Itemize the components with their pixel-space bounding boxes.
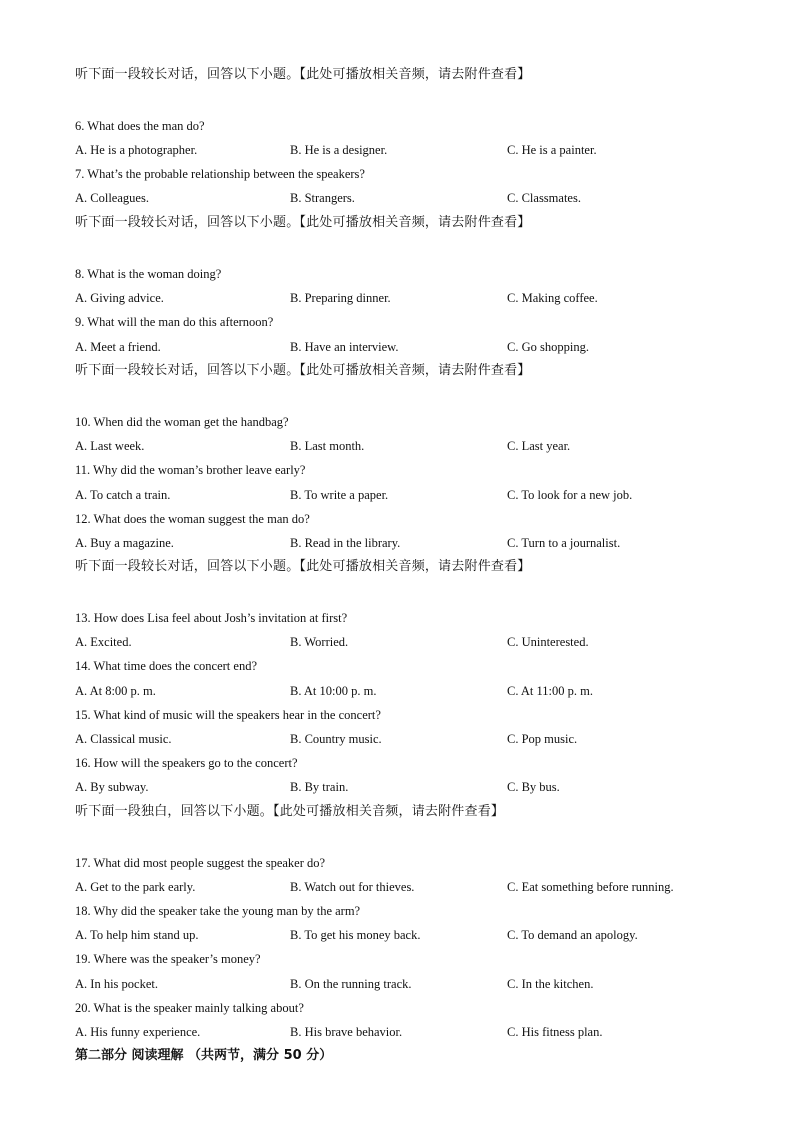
option-b: B. He is a designer.: [290, 143, 388, 157]
option-a: A. In his pocket.: [75, 977, 158, 991]
option-a: A. Get to the park early.: [75, 880, 196, 894]
option-a: A. Colleagues.: [75, 191, 149, 205]
options-18: [75, 927, 715, 943]
question-16: 16. How will the speakers go to the concert?: [75, 756, 298, 770]
option-b: B. To write a paper.: [290, 488, 389, 502]
instruction-long-dialogue: 听下面一段较长对话，回答以下小题。【此处可播放相关音频，请去附件查看】: [75, 67, 531, 82]
option-c: C. Pop music.: [507, 732, 578, 746]
option-c: C. Uninterested.: [507, 635, 589, 649]
question-20: 20. What is the speaker mainly talking about?: [75, 1001, 304, 1015]
instruction-monologue: 听下面一段独白，回答以下小题。【此处可播放相关音频，请去附件查看】: [75, 804, 505, 819]
options-6: [75, 142, 715, 158]
question-18: 18. Why did the speaker take the young man by the arm?: [75, 904, 361, 918]
option-a: A. Meet a friend.: [75, 340, 161, 354]
option-c: C. In the kitchen.: [507, 977, 594, 991]
option-a: A. Giving advice.: [75, 291, 164, 305]
options-11: [75, 487, 715, 503]
option-a: A. By subway.: [75, 780, 149, 794]
options-16: [75, 779, 715, 795]
options-20: [75, 1024, 715, 1040]
option-b: B. By train.: [290, 780, 349, 794]
option-c: C. To look for a new job.: [507, 488, 633, 502]
question-11: 11. Why did the woman’s brother leave early?: [75, 463, 306, 477]
option-b: B. Strangers.: [290, 191, 355, 205]
option-b: B. Country music.: [290, 732, 382, 746]
option-c: C. Classmates.: [507, 191, 581, 205]
options-7: [75, 190, 715, 206]
option-b: B. At 10:00 p. m.: [290, 684, 377, 698]
option-a: A. Buy a magazine.: [75, 536, 174, 550]
option-b: B. Have an interview.: [290, 340, 399, 354]
options-8: [75, 290, 715, 306]
question-6: 6. What does the man do?: [75, 119, 205, 133]
question-19: 19. Where was the speaker’s money?: [75, 952, 261, 966]
option-a: A. Last week.: [75, 439, 145, 453]
option-a: A. Classical music.: [75, 732, 172, 746]
options-15: [75, 731, 715, 747]
option-b: B. His brave behavior.: [290, 1025, 403, 1039]
question-8: 8. What is the woman doing?: [75, 267, 222, 281]
question-9: 9. What will the man do this afternoon?: [75, 315, 274, 329]
options-10: [75, 438, 715, 454]
options-14: [75, 683, 715, 699]
option-c: C. Last year.: [507, 439, 571, 453]
question-7: 7. What’s the probable relationship between the speakers?: [75, 167, 365, 181]
option-c: C. Turn to a journalist.: [507, 536, 621, 550]
option-a: A. He is a photographer.: [75, 143, 198, 157]
question-14: 14. What time does the concert end?: [75, 659, 257, 673]
section-heading: 第二部分 阅读理解 （共两节，满分 50 分）: [75, 1048, 333, 1063]
option-b: B. To get his money back.: [290, 928, 421, 942]
option-a: A. His funny experience.: [75, 1025, 201, 1039]
instruction-long-dialogue: 听下面一段较长对话，回答以下小题。【此处可播放相关音频，请去附件查看】: [75, 363, 531, 378]
option-b: B. On the running track.: [290, 977, 412, 991]
option-c: C. Go shopping.: [507, 340, 589, 354]
options-9: [75, 339, 715, 355]
question-13: 13. How does Lisa feel about Josh’s invitation at first?: [75, 611, 348, 625]
question-12: 12. What does the woman suggest the man do?: [75, 512, 310, 526]
option-b: B. Watch out for thieves.: [290, 880, 415, 894]
option-a: A. To catch a train.: [75, 488, 171, 502]
option-b: B. Worried.: [290, 635, 349, 649]
option-c: C. He is a painter.: [507, 143, 597, 157]
option-b: B. Preparing dinner.: [290, 291, 391, 305]
options-17: [75, 879, 715, 895]
option-c: C. To demand an apology.: [507, 928, 638, 942]
options-12: [75, 535, 715, 551]
question-17: 17. What did most people suggest the speaker do?: [75, 856, 326, 870]
question-15: 15. What kind of music will the speakers hear in the concert?: [75, 708, 381, 722]
option-c: C. His fitness plan.: [507, 1025, 603, 1039]
question-10: 10. When did the woman get the handbag?: [75, 415, 289, 429]
option-a: A. Excited.: [75, 635, 132, 649]
instruction-long-dialogue: 听下面一段较长对话，回答以下小题。【此处可播放相关音频，请去附件查看】: [75, 215, 531, 230]
option-a: A. At 8:00 p. m.: [75, 684, 156, 698]
options-13: [75, 634, 715, 650]
options-19: [75, 976, 715, 992]
option-b: B. Last month.: [290, 439, 365, 453]
option-c: C. At 11:00 p. m.: [507, 684, 594, 698]
option-c: C. Making coffee.: [507, 291, 598, 305]
option-b: B. Read in the library.: [290, 536, 401, 550]
option-c: C. Eat something before running.: [507, 880, 674, 894]
option-c: C. By bus.: [507, 780, 560, 794]
instruction-long-dialogue: 听下面一段较长对话，回答以下小题。【此处可播放相关音频，请去附件查看】: [75, 559, 531, 574]
option-a: A. To help him stand up.: [75, 928, 199, 942]
